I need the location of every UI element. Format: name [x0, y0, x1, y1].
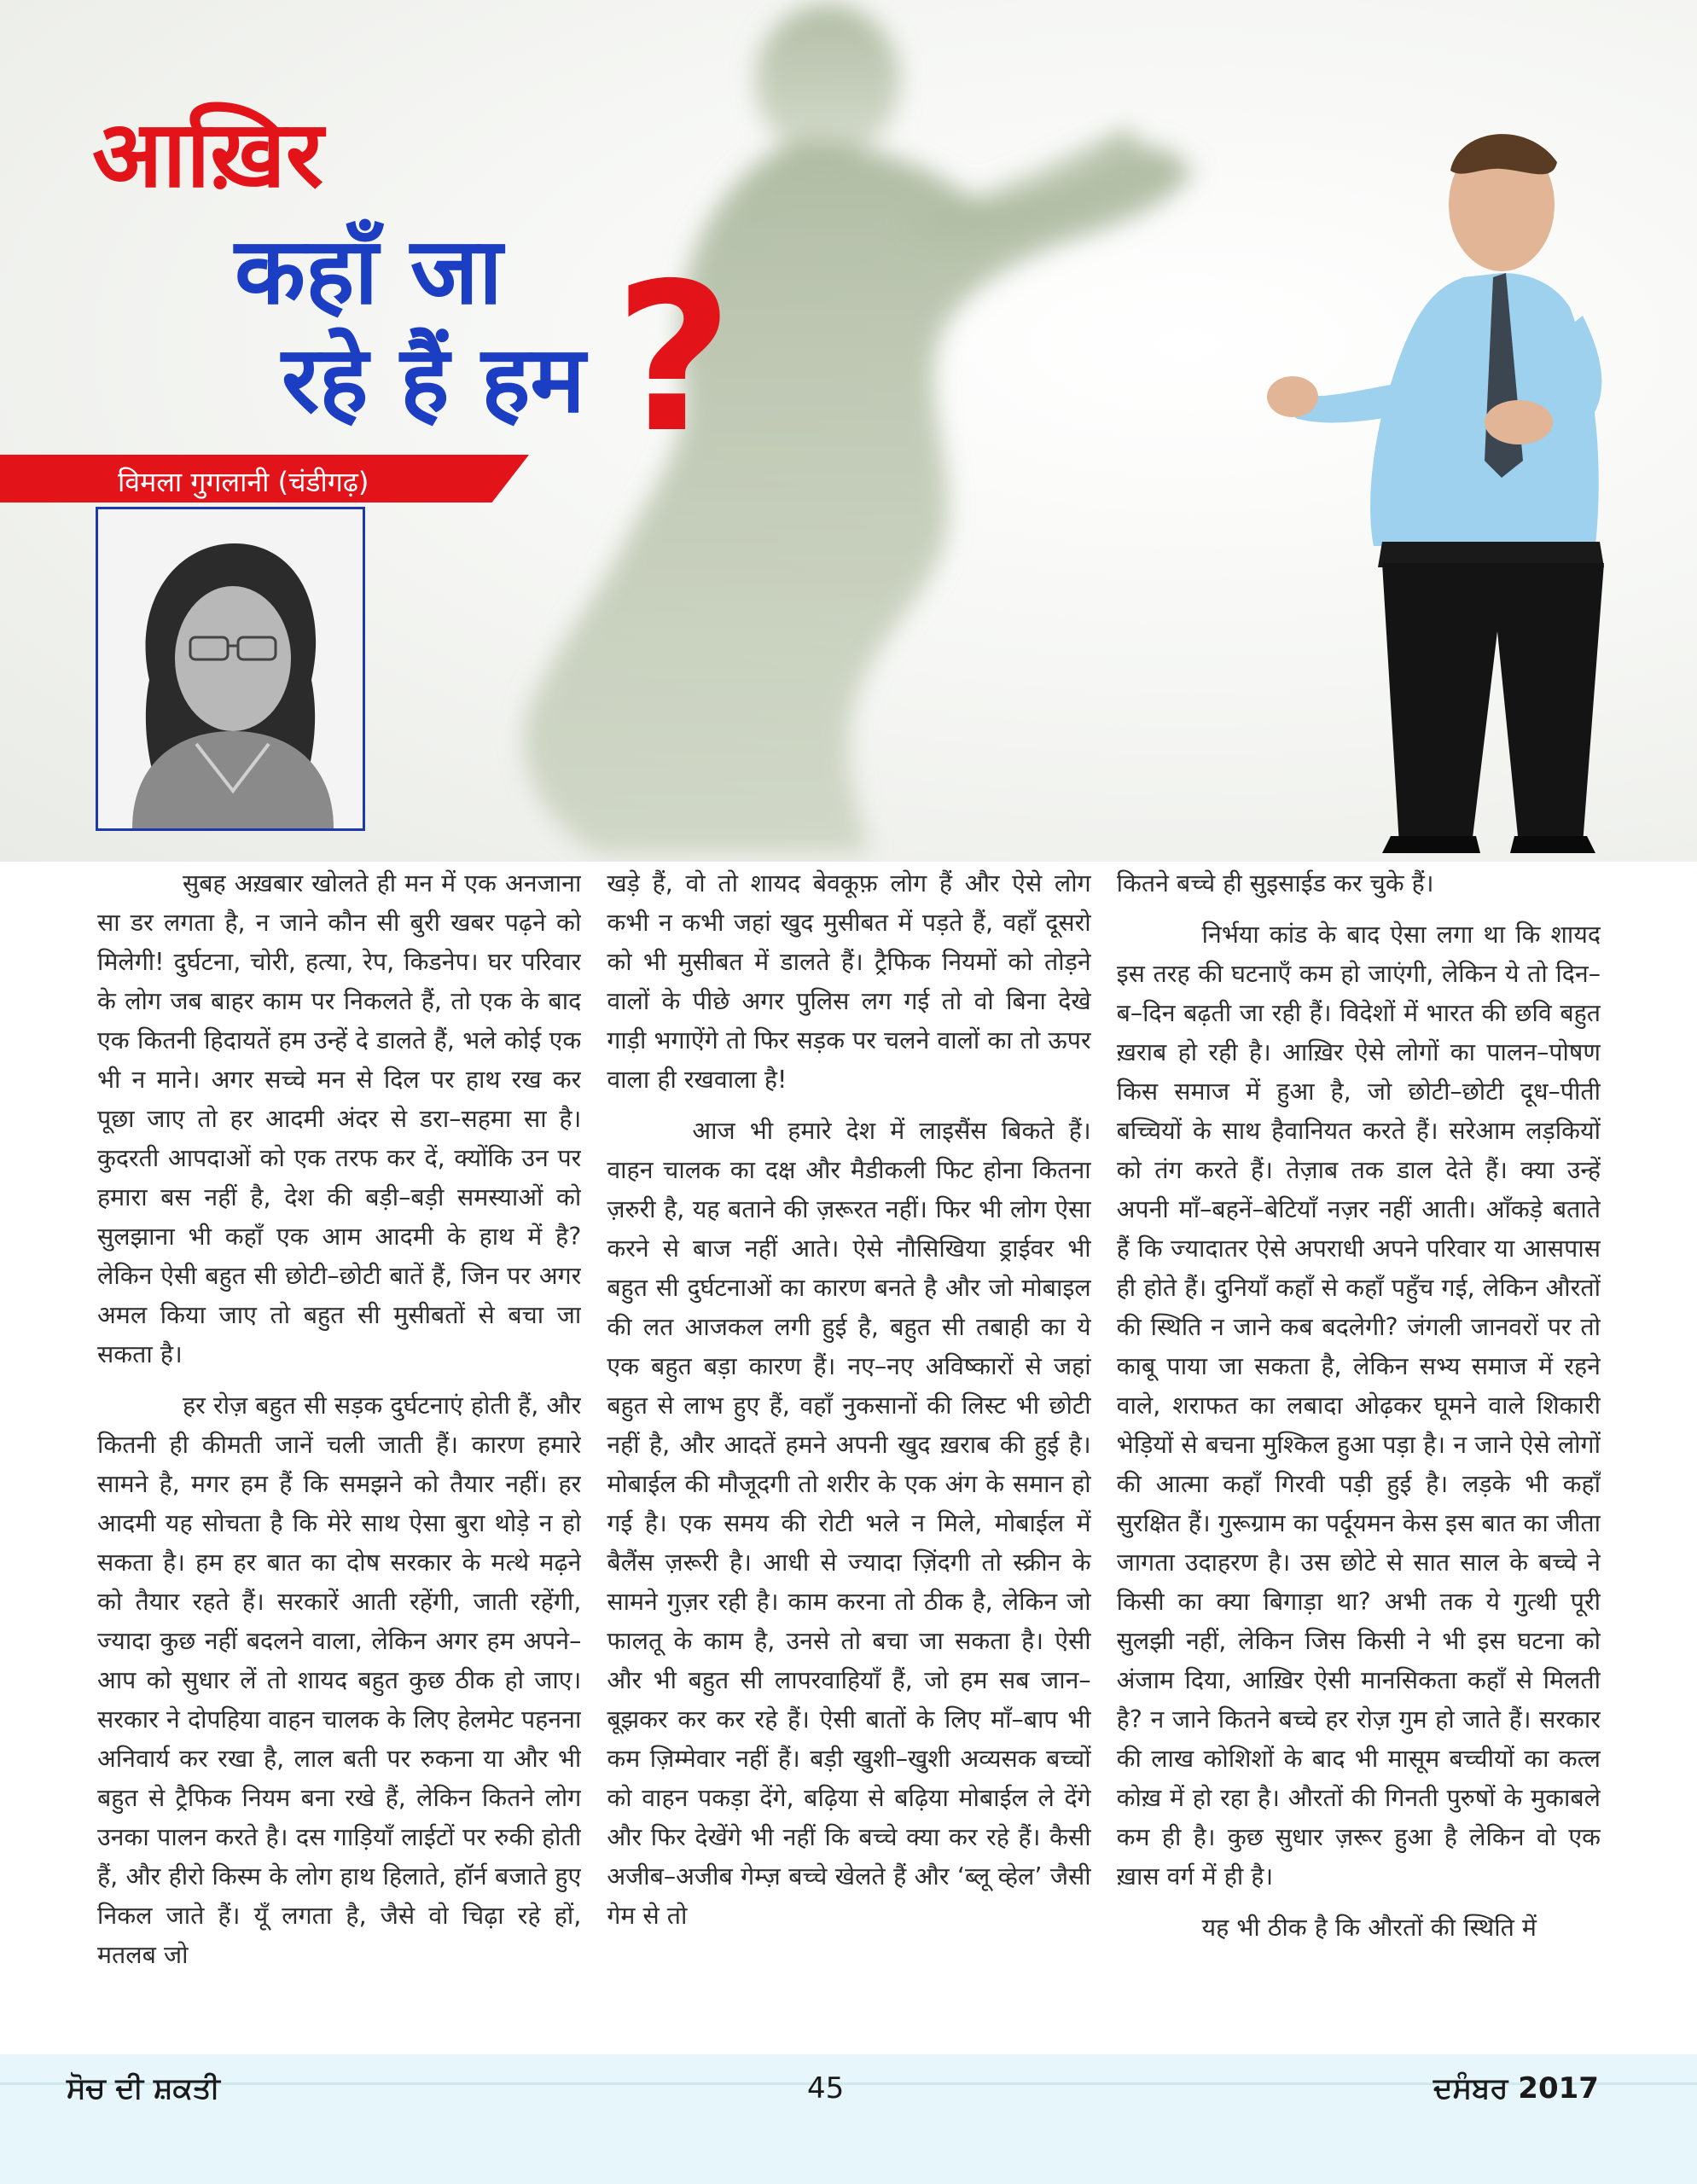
paragraph: निर्भया कांड के बाद ऐसा लगा था कि शायद इस तरह की घटनाएँ कम हो जाएंगी, लेकिन ये तो दिन–ब–दिन बढ़ती जा रही हैं। विदेशों में भारत की छवि बहुत ख़राब हो रही है। आख़िर ऐसे लोगों का पालन–पोषण किस समाज में हुआ है, जो छोटी–छोटी दूध–पीती बच्चियों के साथ हैवानियत करते हैं। सरेआम लड़कियों को तंग करते हैं। तेज़ाब तक डाल देते हैं। क्या उन्हें अपनी माँ–बहनें–बेटियाँ नज़र नहीं आती। आँकड़े बताते हैं कि ज्यादातर ऐसे अपराधी अपने परिवार या आसपास ही होते हैं। दुनियाँ कहाँ से कहाँ पहुँच गई, लेकिन औरतों की स्थिति न जाने कब बदलेगी? जंगली जानवरों पर तो काबू पाया जा सकता है, लेकिन सभ्य समाज में रहने वाले, शराफत का लबादा ओढ़कर घूमने वाले शिकारी भेड़ियों से बचना मुश्किल हुआ पड़ा है। न जाने ऐसे लोगों की आत्मा कहाँ गिरवी पड़ी हुई है। लड़के भी कहाँ सुरक्षित हैं। गुरूग्राम का पर्दूयमन केस इस बात का जीता जागता उदाहरण है। उस छोटे से सात साल के बच्चे ने किसी का क्या बिगाड़ा था? अभी तक ये गुत्थी पूरी सुलझी नहीं, लेकिन जिस किसी ने भी इस घटना को अंजाम दिया, आख़िर ऐसी मानसिकता कहाँ से मिलती है? न जाने कितने बच्चे हर रोज़ गुम हो जाते हैं। सरकार की लाख कोशिशों के बाद भी मासूम बच्चीयों का कत्ल कोख़ में हो रहा है। औरतों की गिनती पुरुषों के मुकाबले कम ही है। कुछ सुधार ज़रूर हुआ है लेकिन वो एक ख़ास वर्ग में ही है। — [1116, 921, 1601, 1891]
author-portrait-image — [98, 509, 363, 828]
paragraph: यह भी ठीक है कि औरतों की स्थिति में — [1201, 1914, 1537, 1942]
article-body — [97, 864, 1601, 2157]
article-column-3 — [1117, 864, 1601, 2157]
article-column-2 — [607, 864, 1090, 2157]
author-name: विमला गुगलानी (चंडीगढ़) — [118, 466, 369, 498]
magazine-name: ਸੋਚ ਦੀ ਸ਼ਕਤੀ — [67, 2071, 220, 2106]
issue-date: ਦਸੰਬਰ 2017 — [1433, 2071, 1599, 2106]
title-line-3: रहे हैं हम — [282, 327, 585, 433]
paragraph: खड़े हैं, वो तो शायद बेवकूफ़ लोग हैं और ऐसे लोग कभी न कभी जहां खुद मुसीबत में पड़ते हैं, वहाँ दूसरो को भी मुसीबत में डालते हैं। ट्रैफिक नियमों को तोड़ने वालों के पीछे अगर पुलिस लग गई तो वो बिना देखे गाड़ी भगाऐंगे तो फिर सड़क पर चलने वालों का तो ऊपर वाला ही रखवाला है! — [607, 869, 1091, 1094]
paragraph: कितने बच्चे ही सुइसाईड कर चुके हैं। — [1116, 869, 1434, 897]
startled-man-photo — [1246, 102, 1630, 853]
author-photo — [96, 507, 365, 831]
title-line-2: कहाँ जा — [235, 218, 503, 325]
page-number: 45 — [807, 2071, 845, 2106]
article-column-1 — [97, 864, 581, 2157]
paragraph: सुबह अख़बार खोलते ही मन में एक अनजाना सा डर लगता है, न जाने कौन सी बुरी खबर पढ़ने को मिलेगी! दुर्घटना, चोरी, हत्या, रेप, किडनेप। घर परिवार के लोग जब बाहर काम पर निकलते हैं, तो एक के बाद एक कितनी हिदायतें हम उन्हें दे डालते हैं, भले कोई एक भी न माने। अगर सच्चे मन से दिल पर हाथ रख कर पूछा जाए तो हर आदमी अंदर से डरा–सहमा सा है। कुदरती आपदाओं को एक तरफ कर दें, क्योंकि उन पर हमारा बस नहीं है, देश की बड़ी–बड़ी समस्याओं को सुलझाना भी कहाँ एक आम आदमी के हाथ में है? लेकिन ऐसी बहुत सी छोटी–छोटी बातें हैं, जिन पर अगर अमल किया जाए तो बहुत सी मुसीबतों से बचा जा सकता है। — [97, 869, 582, 1368]
title-question-mark: ? — [614, 239, 734, 478]
title-line-1: आख़िर — [92, 102, 323, 208]
paragraph: आज भी हमारे देश में लाइसैंस बिकते हैं। वाहन चालक का दक्ष और मैडीकली फिट होना कितना ज़रुरी है, यह बताने की ज़रूरत नहीं। फिर भी लोग ऐसा करने से बाज नहीं आते। ऐसे नौसिखिया ड्राईवर भी बहुत सी दुर्घटनाओं का कारण बनते है और जो मोबाइल की लत आजकल लगी हुई है, बहुत सी तबाही का ये एक बहुत बड़ा कारण हैं। नए–नए अविष्कारों से जहां बहुत से लाभ हुए हैं, वहाँ नुकसानों की लिस्ट भी छोटी नहीं है, और आदतें हमने अपनी खुद ख़राब की हुई है। मोबाईल की मौजूदगी तो शरीर के एक अंग के समान हो गई है। एक समय की रोटी भले न मिले, मोबाईल में बैलैंस ज़रूरी है। आधी से ज्यादा ज़िंदगी तो स्क्रीन के सामने गुज़र रही है। काम करना तो ठीक है, लेकिन जो फालतू के काम है, उनसे तो बचा जा सकता है। ऐसी और भी बहुत सी लापरवाहियाँ हैं, जो हम सब जान–बूझकर कर कर रहे हैं। ऐसी बातों के लिए माँ–बाप भी कम ज़िम्मेवार नहीं हैं। बड़ी खुशी–खुशी अव्यसक बच्चों को वाहन पकड़ा देंगे, बढ़िया से बढ़िया मोबाईल ले देंगे और फिर देखेंगे भी नहीं कि बच्चे क्या कर रहे हैं। कैसी अजीब–अजीब गेम्ज़ बच्चे खेलते हैं और ‘ब्लू व्हेल’ जैसी गेम से तो — [607, 1117, 1091, 1930]
paragraph: हर रोज़ बहुत सी सड़क दुर्घटनाएं होती हैं, और कितनी ही कीमती जानें चली जाती हैं। कारण हमारे सामने है, मगर हम हैं कि समझने को तैयार नहीं। हर आदमी यह सोचता है कि मेरे साथ ऐसा बुरा थोड़े न हो सकता है। हम हर बात का दोष सरकार के मत्थे मढ़ने को तैयार रहते हैं। सरकारें आती रहेंगी, जाती रहेंगी, ज्यादा कुछ नहीं बदलने वाला, लेकिन अगर हम अपने–आप को सुधार लें तो शायद बहुत कुछ ठीक हो जाए। सरकार ने दोपहिया वाहन चालक के लिए हेलमेट पहनना अनिवार्य कर रखा है, लाल बती पर रुकना या और भी बहुत से ट्रैफिक नियम बना रखे हैं, लेकिन कितने लोग उनका पालन करते है। दस गाड़ियाँ लाईटों पर रुकी होती हैं, और हीरो किस्म के लोग हाथ हिलाते, हॉर्न बजाते हुए निकल जाते हैं। यूँ लगता है, जैसे वो चिढ़ा रहे हों, मतलब जो — [97, 1391, 582, 1969]
